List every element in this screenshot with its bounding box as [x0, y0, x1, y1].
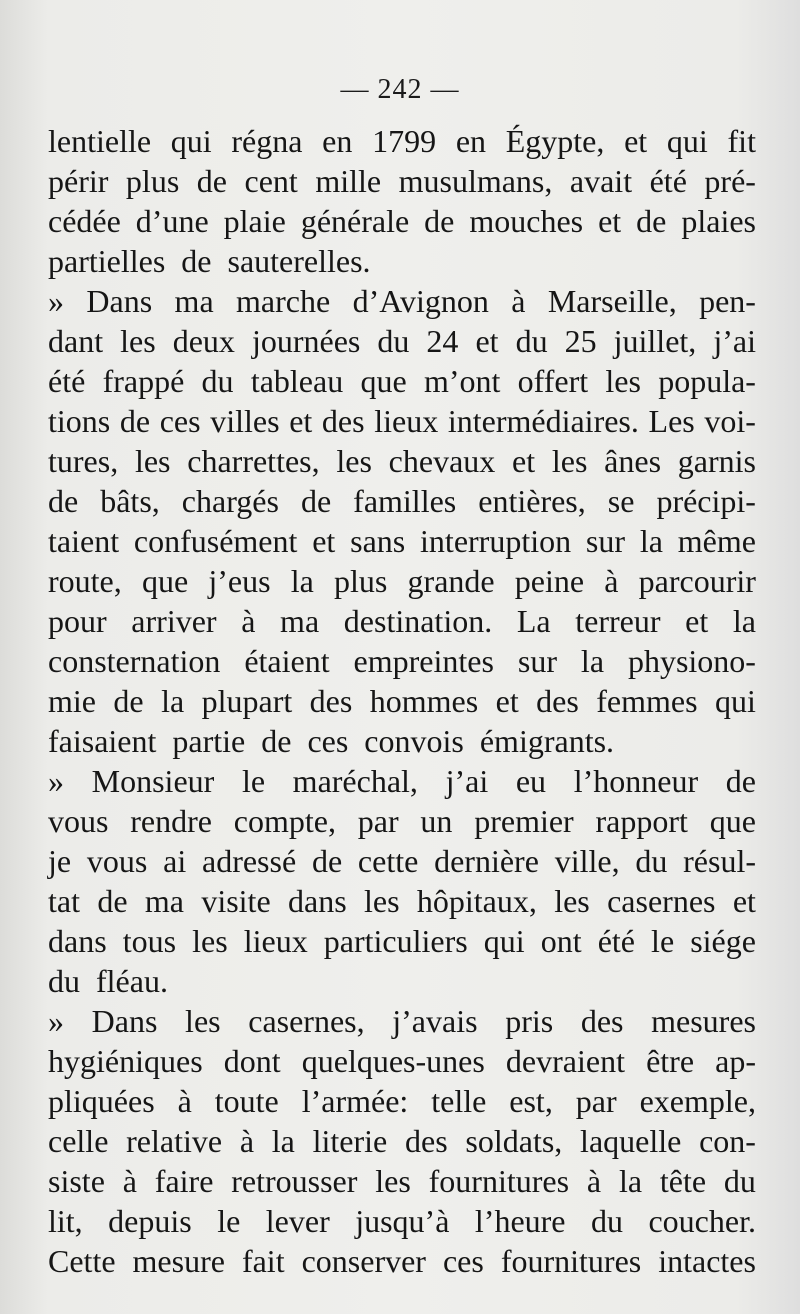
text-word: terreur — [575, 603, 661, 639]
text-word: et — [512, 443, 536, 479]
text-word: dans — [48, 923, 107, 959]
text-word: en — [322, 123, 353, 159]
text-word: jusqu’à — [355, 1203, 450, 1239]
text-word: fournitures — [500, 1243, 642, 1279]
text-word: exemple, — [639, 1083, 756, 1119]
text-word: dans — [287, 883, 347, 919]
text-word: femmes — [596, 683, 698, 719]
text-word: sur — [517, 643, 557, 679]
text-word: été — [597, 923, 635, 959]
text-word: lieux — [243, 923, 308, 959]
text-word: à — [177, 1083, 192, 1119]
text-word: à — [511, 283, 526, 319]
text-word: la — [580, 643, 605, 679]
text-word: ma — [144, 883, 184, 919]
text-word: Marseille, — [547, 283, 677, 319]
text-line — [48, 1121, 756, 1161]
text-word: lieux — [374, 403, 439, 439]
text-word: de — [261, 723, 292, 759]
text-line — [48, 1001, 756, 1041]
text-word: destination. — [343, 603, 493, 639]
text-line — [48, 1241, 756, 1281]
text-line — [48, 201, 756, 241]
text-word: précipi- — [656, 483, 756, 519]
text-word: frappé — [102, 363, 185, 399]
text-word: fournitures — [428, 1163, 570, 1199]
text-line — [48, 841, 756, 881]
text-word: émigrants. — [479, 723, 615, 759]
text-word: cette — [357, 843, 419, 879]
text-word: et — [475, 323, 499, 359]
text-word: partielles — [48, 243, 166, 279]
text-word: de — [300, 483, 332, 519]
text-line — [48, 601, 756, 641]
text-word: conserver — [301, 1243, 426, 1279]
text-word: que — [709, 803, 756, 839]
text-word: et — [495, 683, 519, 719]
text-word: m’ont — [423, 363, 501, 399]
text-word: la — [290, 563, 314, 599]
text-word: le — [651, 923, 675, 959]
text-line — [48, 321, 756, 361]
text-word: plus — [334, 563, 388, 599]
text-word: les — [375, 1163, 411, 1199]
text-word: du — [377, 323, 410, 359]
text-word: bâts, — [100, 483, 160, 519]
text-word: ont — [540, 923, 582, 959]
text-word: chevaux — [388, 443, 496, 479]
text-word: pliquées — [48, 1083, 155, 1119]
text-word: retrousser — [231, 1163, 358, 1199]
text-word: ânes — [604, 443, 662, 479]
text-word: maréchal, — [292, 763, 418, 799]
text-line — [48, 521, 756, 561]
text-word: plaie — [223, 203, 286, 239]
text-word: tête — [659, 1163, 707, 1199]
text-word: physiono- — [627, 643, 756, 679]
text-word: de — [119, 403, 151, 439]
text-word: du — [48, 963, 80, 999]
text-word: toute — [214, 1083, 279, 1119]
text-word: la — [161, 683, 185, 719]
text-word: la — [271, 1123, 295, 1159]
text-line — [48, 761, 756, 801]
text-word: en — [455, 123, 487, 159]
text-word: partie — [172, 723, 246, 759]
text-line — [48, 1041, 756, 1081]
text-word: taient — [48, 523, 120, 559]
text-word: pour — [48, 603, 107, 639]
text-word: des — [536, 683, 579, 719]
text-word: le — [217, 1203, 241, 1239]
text-word: soldats, — [465, 1123, 563, 1159]
text-word: laquelle — [580, 1123, 682, 1159]
text-line — [48, 401, 756, 441]
text-word: que — [141, 563, 189, 599]
text-word: quelques-unes — [301, 1043, 485, 1079]
text-word: depuis — [108, 1203, 192, 1239]
text-word: sur — [585, 523, 626, 559]
text-word: visite — [201, 883, 271, 919]
text-word: offert — [517, 363, 589, 399]
text-word: et — [598, 203, 622, 239]
text-word: j’eus — [208, 563, 271, 599]
text-word: et — [685, 603, 709, 639]
text-word: pen- — [699, 283, 756, 319]
text-word: de — [311, 843, 343, 879]
text-word: ville, — [554, 843, 620, 879]
text-word: sauterelles. — [227, 243, 371, 279]
text-word: consternation — [48, 643, 221, 679]
text-word: convois — [364, 723, 464, 759]
text-word: deux — [172, 323, 235, 359]
text-word: casernes — [607, 883, 716, 919]
text-line — [48, 1081, 756, 1121]
text-word: parcourir — [638, 563, 756, 599]
text-word: la — [639, 523, 663, 559]
text-word: la — [618, 1163, 643, 1199]
text-word: hôpitaux, — [416, 883, 537, 919]
text-word: siége — [690, 923, 756, 959]
text-line — [48, 1161, 756, 1201]
text-word: l’honneur — [573, 763, 699, 799]
text-word: ap- — [715, 1043, 756, 1079]
text-word: par — [357, 803, 399, 839]
text-word: l’armée: — [301, 1083, 409, 1119]
text-word: juillet, — [613, 323, 697, 359]
text-word: avait — [569, 163, 633, 199]
text-word: qui — [666, 123, 708, 159]
text-word: adressé — [201, 843, 297, 879]
text-word: ces — [307, 723, 349, 759]
text-word: le — [241, 763, 266, 799]
text-word: mouches — [469, 203, 584, 239]
text-word: vous — [48, 803, 109, 839]
text-word: d’une — [135, 203, 209, 239]
text-line — [48, 881, 756, 921]
text-word: route, — [48, 563, 122, 599]
text-word: fléau. — [96, 963, 168, 999]
text-word: et — [312, 523, 336, 559]
text-word: siste — [48, 1163, 105, 1199]
text-word: des — [580, 1003, 624, 1039]
text-word: rendre — [130, 803, 212, 839]
text-word: du — [515, 323, 548, 359]
text-word: que — [360, 363, 407, 399]
text-word: tous — [122, 923, 177, 959]
text-word: lentielle — [48, 123, 152, 159]
text-word: de — [113, 683, 144, 719]
text-word: literie — [312, 1123, 388, 1159]
text-word: à — [241, 603, 256, 639]
text-word: un — [420, 803, 453, 839]
text-word: par — [575, 1083, 617, 1119]
text-line — [48, 441, 756, 481]
text-word: régna — [231, 123, 303, 159]
text-word: plus — [125, 163, 180, 199]
text-word: de — [636, 203, 667, 239]
text-word: arriver — [131, 603, 217, 639]
text-word: des — [405, 1123, 448, 1159]
text-word: eu — [515, 763, 547, 799]
text-word: pré- — [704, 163, 756, 199]
text-word: vous — [86, 843, 148, 879]
text-word: je — [48, 843, 72, 879]
text-word: casernes, — [248, 1003, 365, 1039]
text-word: premier — [474, 803, 574, 839]
text-word: hommes — [369, 683, 479, 719]
text-word: ma — [174, 283, 214, 319]
text-word: les — [192, 923, 228, 959]
text-word: relative — [126, 1123, 223, 1159]
text-word: journées — [251, 323, 361, 359]
text-word: dant — [48, 323, 104, 359]
text-word: périr — [48, 163, 109, 199]
text-word: » — [48, 763, 64, 799]
text-word: des — [309, 683, 353, 719]
text-word: coucher. — [648, 1203, 756, 1239]
text-word: compte, — [233, 803, 336, 839]
text-word: lever — [265, 1203, 330, 1239]
text-word: Monsieur — [91, 763, 215, 799]
text-word: interruption — [420, 523, 572, 559]
text-word: rapport — [595, 803, 688, 839]
text-word: les — [336, 443, 372, 479]
text-word: Cette — [48, 1243, 116, 1279]
text-line — [48, 561, 756, 601]
text-word: été — [48, 363, 86, 399]
text-word: garnis — [677, 443, 756, 479]
text-word: celle — [48, 1123, 109, 1159]
text-line — [48, 241, 756, 281]
text-word: grande — [407, 563, 495, 599]
text-word: les — [120, 323, 156, 359]
text-word: Les — [648, 403, 695, 439]
text-word: du — [635, 843, 668, 879]
text-word: l’heure — [474, 1203, 566, 1239]
text-word: fit — [727, 123, 756, 159]
text-word: mie — [48, 683, 96, 719]
text-word: Dans — [86, 283, 153, 319]
text-line — [48, 161, 756, 201]
text-word: j’ai — [445, 763, 489, 799]
text-word: tions — [48, 403, 111, 439]
text-word: plaies — [681, 203, 756, 239]
text-line — [48, 961, 756, 1001]
text-word: empreintes — [353, 643, 494, 679]
text-word: ces — [159, 403, 201, 439]
text-word: du — [590, 1203, 623, 1239]
text-word: les — [363, 883, 400, 919]
text-word: à — [586, 1163, 602, 1199]
text-word: étaient — [244, 643, 330, 679]
text-word: Dans — [91, 1003, 158, 1039]
text-word: lit, — [48, 1203, 83, 1239]
text-word: plupart — [201, 683, 293, 719]
text-word: faire — [154, 1163, 214, 1199]
text-line — [48, 1201, 756, 1241]
text-word: à — [604, 563, 619, 599]
text-word: d’Avignon — [352, 283, 489, 319]
text-word: particuliers — [323, 923, 468, 959]
text-word: ai — [163, 843, 187, 879]
text-word: se — [607, 483, 635, 519]
text-word: 1799 — [372, 123, 437, 159]
text-word: à — [122, 1163, 137, 1199]
text-word: les — [551, 443, 588, 479]
text-word: de — [97, 883, 128, 919]
text-word: con- — [699, 1123, 756, 1159]
text-word: peine — [514, 563, 585, 599]
text-word: être — [646, 1043, 695, 1079]
text-word: ces — [442, 1243, 484, 1279]
text-word: fait — [241, 1243, 285, 1279]
text-line — [48, 721, 756, 761]
text-word: cédée — [48, 203, 121, 239]
text-word: 24 — [426, 323, 459, 359]
text-word: voi- — [704, 403, 756, 439]
text-word: dernière — [434, 843, 539, 879]
text-word: du — [723, 1163, 756, 1199]
text-word: intermédiaires. — [447, 403, 639, 439]
text-word: et — [732, 883, 756, 919]
text-word: devraient — [505, 1043, 625, 1079]
text-word: » — [48, 1003, 64, 1039]
text-word: les — [134, 443, 171, 479]
text-word: chargés — [181, 483, 279, 519]
body-text — [48, 121, 756, 1281]
text-line — [48, 681, 756, 721]
text-word: La — [516, 603, 551, 639]
text-line — [48, 801, 756, 841]
text-word: faisaient — [48, 723, 157, 759]
text-line — [48, 281, 756, 321]
text-word: de — [181, 243, 212, 279]
text-word: la — [732, 603, 756, 639]
text-word: tures, — [48, 443, 119, 479]
text-word: entières, — [478, 483, 586, 519]
text-word: popula- — [658, 363, 756, 399]
text-word: à — [239, 1123, 255, 1159]
text-word: de — [725, 763, 756, 799]
text-word: générale — [300, 203, 410, 239]
text-word: mesures — [651, 1003, 756, 1039]
text-word: telle — [431, 1083, 487, 1119]
text-line — [48, 121, 756, 161]
text-word: résul- — [683, 843, 756, 879]
text-word: » — [48, 283, 64, 319]
text-word: cent — [244, 163, 298, 199]
text-word: été — [649, 163, 687, 199]
text-word: de — [196, 163, 227, 199]
text-word: de — [48, 483, 79, 519]
text-word: marche — [236, 283, 331, 319]
text-word: pris — [505, 1003, 554, 1039]
text-word: de — [424, 203, 455, 239]
text-word: charrettes, — [187, 443, 320, 479]
text-line — [48, 481, 756, 521]
text-word: ma — [280, 603, 320, 639]
text-word: familles — [353, 483, 457, 519]
text-word: les — [554, 883, 590, 919]
text-word: mesure — [132, 1243, 225, 1279]
text-word: même — [677, 523, 756, 559]
text-word: j’ai — [713, 323, 756, 359]
text-word: est, — [509, 1083, 553, 1119]
text-word: intactes — [658, 1243, 756, 1279]
text-word: 25 — [564, 323, 597, 359]
text-word: tat — [48, 883, 80, 919]
text-word: les — [605, 363, 641, 399]
text-word: villes — [210, 403, 280, 439]
text-word: hygiéniques — [48, 1043, 203, 1079]
page-number: — 242 — — [340, 74, 460, 105]
text-word: tableau — [250, 363, 344, 399]
text-line — [48, 921, 756, 961]
text-line — [48, 641, 756, 681]
text-word: les — [185, 1003, 221, 1039]
text-line — [48, 361, 756, 401]
text-word: qui — [170, 123, 212, 159]
text-word: dont — [223, 1043, 281, 1079]
text-word: mille — [315, 163, 382, 199]
text-word: du — [201, 363, 234, 399]
text-word: et — [624, 123, 648, 159]
text-word: et — [289, 403, 313, 439]
text-word: qui — [483, 923, 525, 959]
text-word: des — [321, 403, 365, 439]
text-word: confusément — [133, 523, 298, 559]
text-word: musulmans, — [398, 163, 553, 199]
text-word: j’avais — [392, 1003, 478, 1039]
text-word: qui — [715, 683, 756, 719]
text-word: Égypte, — [505, 123, 605, 159]
text-word: sans — [350, 523, 406, 559]
